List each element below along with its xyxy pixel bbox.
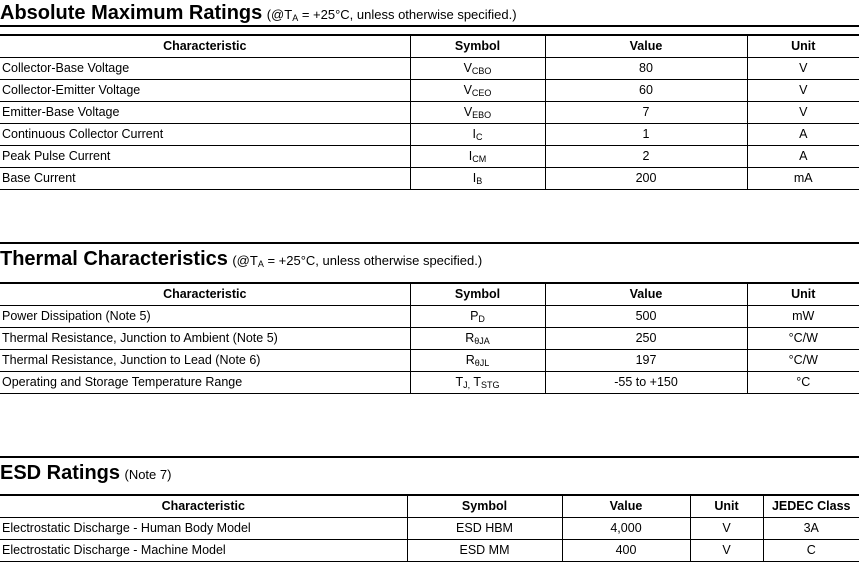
abs-condition: ($@T_A = +25^\circ C$, unless otherwise specified.) bbox=[266, 7, 517, 23]
value-cell: 7 bbox=[545, 102, 747, 124]
symbol-cell: $R_{\theta JA}$ bbox=[410, 328, 545, 350]
column-header: JEDEC Class bbox=[763, 495, 859, 518]
value-cell: 200 bbox=[545, 168, 747, 190]
symbol-cell: $I_B$ bbox=[410, 168, 545, 190]
table-row bbox=[0, 102, 859, 124]
value-cell: 2 bbox=[545, 146, 747, 168]
thermal-condition: ($@T_A = +25^\circ C$, unless otherwise specified.) bbox=[232, 253, 483, 269]
table-row bbox=[0, 124, 859, 146]
table-row bbox=[0, 306, 859, 328]
jedec-class-cell: C bbox=[763, 540, 859, 562]
unit-cell: A bbox=[747, 124, 859, 146]
symbol-cell: $V_{CEO}$ bbox=[410, 80, 545, 102]
symbol-cell: $V_{CBO}$ bbox=[410, 58, 545, 80]
table-row bbox=[0, 540, 859, 562]
table-row bbox=[0, 518, 859, 540]
characteristic-cell: Peak Pulse Current bbox=[0, 146, 410, 168]
characteristic-cell: Base Current bbox=[0, 168, 410, 190]
characteristic-cell: Collector-Emitter Voltage bbox=[0, 80, 410, 102]
column-header: Characteristic bbox=[0, 495, 407, 518]
abs-heading bbox=[0, 2, 517, 25]
thermal-rule bbox=[0, 242, 859, 244]
thermal-title: Thermal Characteristics bbox=[0, 248, 228, 270]
symbol-cell: ESD HBM bbox=[407, 518, 562, 540]
symbol-cell: $I_C$ bbox=[410, 124, 545, 146]
symbol-cell: ESD MM bbox=[407, 540, 562, 562]
table-row bbox=[0, 350, 859, 372]
value-cell: 60 bbox=[545, 80, 747, 102]
unit-cell: °C/W bbox=[747, 350, 859, 372]
column-header: Unit bbox=[747, 35, 859, 58]
abs-rule bbox=[0, 25, 859, 27]
characteristic-cell: Power Dissipation (Note 5) bbox=[0, 306, 410, 328]
value-cell: 500 bbox=[545, 306, 747, 328]
characteristic-cell: Electrostatic Discharge - Machine Model bbox=[0, 540, 407, 562]
characteristic-cell: Thermal Resistance, Junction to Ambient (Note 5) bbox=[0, 328, 410, 350]
characteristic-cell: Continuous Collector Current bbox=[0, 124, 410, 146]
value-cell: -55 to +150 bbox=[545, 372, 747, 394]
unit-cell: mA bbox=[747, 168, 859, 190]
characteristic-cell: Emitter-Base Voltage bbox=[0, 102, 410, 124]
column-header: Unit bbox=[747, 283, 859, 306]
table-row bbox=[0, 80, 859, 102]
table-row bbox=[0, 372, 859, 394]
symbol-cell: $T_{J,}$ $T_{STG}$ bbox=[410, 372, 545, 394]
unit-cell: mW bbox=[747, 306, 859, 328]
characteristic-cell: Electrostatic Discharge - Human Body Model bbox=[0, 518, 407, 540]
characteristic-cell: Thermal Resistance, Junction to Lead (Note 6) bbox=[0, 350, 410, 372]
thermal-heading bbox=[0, 248, 482, 271]
unit-cell: V bbox=[747, 80, 859, 102]
abs-table bbox=[0, 34, 859, 190]
esd-table bbox=[0, 494, 859, 562]
value-cell: 80 bbox=[545, 58, 747, 80]
symbol-cell: $R_{\theta JL}$ bbox=[410, 350, 545, 372]
unit-cell: °C bbox=[747, 372, 859, 394]
unit-cell: V bbox=[690, 540, 763, 562]
jedec-class-cell: 3A bbox=[763, 518, 859, 540]
esd-heading bbox=[0, 462, 171, 485]
esd-title: ESD Ratings bbox=[0, 462, 121, 484]
column-header: Unit bbox=[690, 495, 763, 518]
table-row bbox=[0, 146, 859, 168]
value-cell: 4,000 bbox=[562, 518, 690, 540]
column-header: Characteristic bbox=[0, 283, 410, 306]
column-header: Value bbox=[545, 283, 747, 306]
characteristic-cell: Collector-Base Voltage bbox=[0, 58, 410, 80]
symbol-cell: $V_{EBO}$ bbox=[410, 102, 545, 124]
esd-note: (Note 7) bbox=[124, 467, 172, 482]
symbol-cell: $P_D$ bbox=[410, 306, 545, 328]
characteristic-cell: Operating and Storage Temperature Range bbox=[0, 372, 410, 394]
esd-rule bbox=[0, 456, 859, 458]
column-header: Value bbox=[562, 495, 690, 518]
column-header: Symbol bbox=[410, 283, 545, 306]
unit-cell: V bbox=[747, 102, 859, 124]
unit-cell: A bbox=[747, 146, 859, 168]
value-cell: 197 bbox=[545, 350, 747, 372]
column-header: Symbol bbox=[410, 35, 545, 58]
thermal-table bbox=[0, 282, 859, 394]
unit-cell: V bbox=[690, 518, 763, 540]
symbol-cell: $I_{CM}$ bbox=[410, 146, 545, 168]
table-row bbox=[0, 168, 859, 190]
abs-title: Absolute Maximum Ratings bbox=[0, 2, 263, 24]
value-cell: 1 bbox=[545, 124, 747, 146]
value-cell: 400 bbox=[562, 540, 690, 562]
unit-cell: V bbox=[747, 58, 859, 80]
table-row bbox=[0, 328, 859, 350]
table-row bbox=[0, 58, 859, 80]
value-cell: 250 bbox=[545, 328, 747, 350]
column-header: Value bbox=[545, 35, 747, 58]
column-header: Characteristic bbox=[0, 35, 410, 58]
column-header: Symbol bbox=[407, 495, 562, 518]
unit-cell: °C/W bbox=[747, 328, 859, 350]
